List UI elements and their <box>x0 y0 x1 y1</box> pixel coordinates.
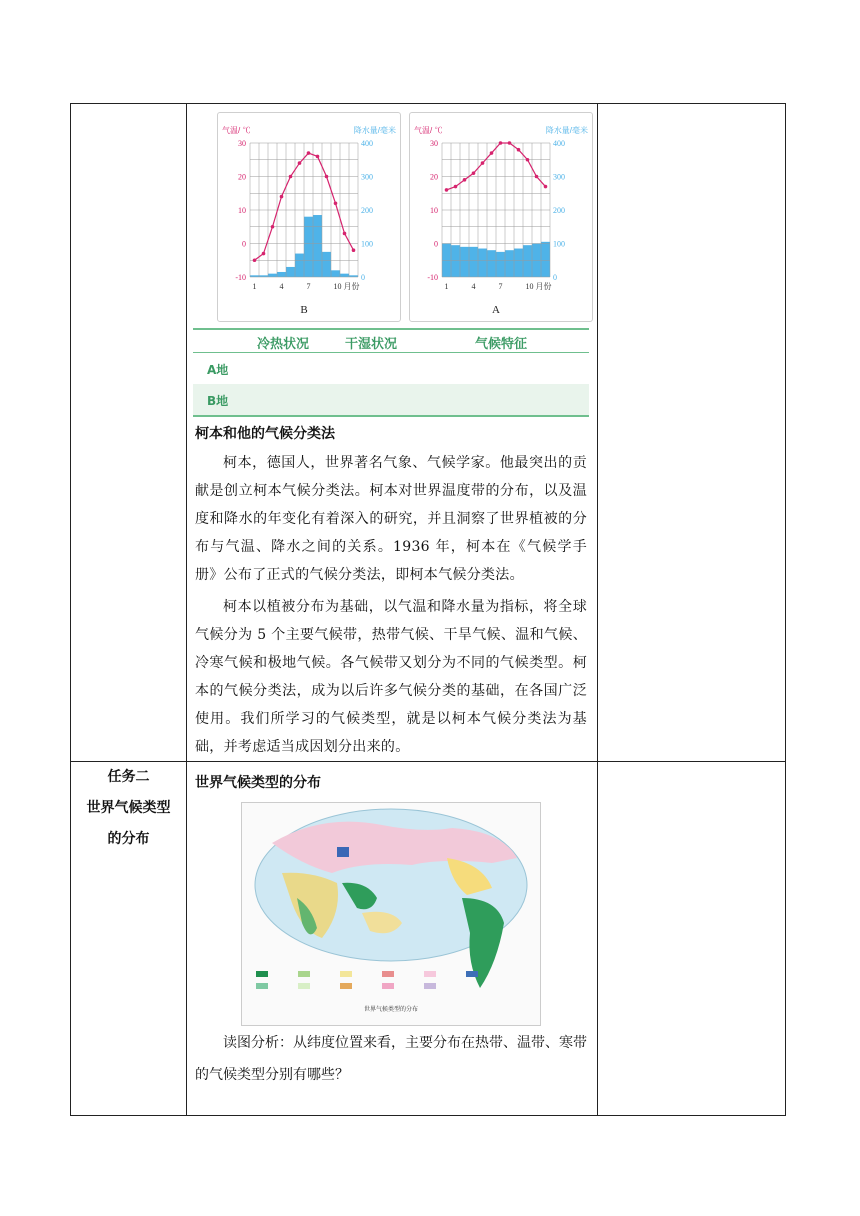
chart-a-precip-tick: 300 <box>553 172 565 182</box>
map-section-title: 世界气候类型的分布 <box>195 775 321 791</box>
koppen-title: 柯本和他的气候分类法 <box>195 426 335 442</box>
chart-a-precip-bar <box>505 250 514 277</box>
chart-b-svg <box>218 113 400 321</box>
chart-a-precip-bar <box>514 249 523 277</box>
chart-b-temp-point <box>289 175 293 179</box>
chart-b-temp-point <box>280 195 284 199</box>
chart-b-precip-bar <box>250 275 259 277</box>
chart-a-label: A <box>492 304 500 316</box>
chart-a-precip-bar <box>478 249 487 277</box>
map-question: 读图分析：从纬度位置来看，主要分布在热带、温带、寒带的气候类型分别有哪些？ <box>195 1035 587 1083</box>
chart-b-precip-tick: 200 <box>361 206 373 215</box>
koppen-paragraph-2: 柯本以植被分布为基础，以气温和降水量为指标，将全球气候分为 5 个主要气候带，热带气候、干旱气候、温和气候、冷寒气候和极地气候。各气候带又划分为不同的气候类型。柯本的气候分类法，成为以后许多气候分类的基础，在各国广泛使用。我们所学习的气候类型，就是以柯本气候分类法为基础，并考虑适当成因划分出来的。 <box>195 599 587 755</box>
chart-a-precip-bar <box>451 245 460 277</box>
chart-b-temp-tick: 20 <box>238 172 246 182</box>
row1-notes-cell <box>598 104 786 762</box>
chart-b-label: B <box>300 304 308 316</box>
chart-a-temp-point <box>445 188 449 192</box>
chart-a-svg <box>410 113 592 321</box>
analysis-table-header <box>193 328 589 353</box>
chart-a-temp-point <box>517 148 521 152</box>
chart-b <box>217 112 401 322</box>
chart-a-precip-bar <box>496 252 505 277</box>
task2-label <box>71 762 187 1116</box>
chart-b-temp-tick: 10 <box>238 206 246 215</box>
chart-b-month-tick: 10 月份 <box>333 282 360 291</box>
chart-b-temp-tick: -10 <box>235 273 246 282</box>
header-humidity: 干湿状况 <box>345 337 398 352</box>
chart-a-precip-tick: 100 <box>553 239 565 249</box>
row1-label-cell <box>71 104 187 762</box>
chart-b-precip-bar <box>295 254 304 277</box>
chart-b-precip-bar <box>259 275 268 277</box>
chart-b-precip-bar <box>286 267 295 277</box>
chart-a-precip-axis-label: 降水量/毫米 <box>545 126 588 135</box>
chart-a-temp-tick: 30 <box>430 139 438 148</box>
task2-label-line3: 的分布 <box>107 831 150 847</box>
climate-charts <box>187 104 597 324</box>
chart-a-temp-point <box>454 185 458 189</box>
climate-analysis-table <box>193 328 589 417</box>
row-b-label: B地 <box>207 394 229 408</box>
analysis-row-b <box>193 384 589 417</box>
chart-a-precip-tick: 400 <box>553 139 565 148</box>
task2-label-line2: 世界气候类型 <box>86 800 171 816</box>
chart-a-temp-tick: -10 <box>427 273 438 282</box>
map-caption: 世界气候类型的分布 <box>363 1007 419 1013</box>
task2-label-line1: 任务二 <box>107 769 150 785</box>
chart-b-month-tick: 4 <box>279 282 284 291</box>
chart-a-precip-bar <box>487 250 496 277</box>
chart-a <box>409 112 593 322</box>
chart-b-month-tick: 7 <box>306 282 311 291</box>
chart-b-precip-tick: 0 <box>361 273 365 282</box>
chart-b-temp-point <box>307 151 311 155</box>
chart-a-temp-point <box>544 185 548 189</box>
chart-b-temp-point <box>271 225 275 229</box>
chart-a-temp-tick: 10 <box>430 206 438 215</box>
chart-b-temp-axis-label: 气温/ ℃ <box>222 126 251 135</box>
koppen-paragraph-1: 柯本，德国人，世界著名气象、气候学家。他最突出的贡献是创立柯本气候分类法。柯本对世界温度带的分布，以及温度和降水的年变化有着深入的研究，并且洞察了世界植被的分布与气温、降水之间的关系。1936 年，柯本在《气候学手册》公布了正式的气候分类法，即柯本气候分类法。 <box>195 455 587 583</box>
chart-b-temp-point <box>298 161 302 165</box>
chart-b-temp-point <box>262 252 266 256</box>
analysis-row-a <box>193 353 589 384</box>
row2-notes-cell <box>598 762 786 1116</box>
chart-a-temp-tick: 20 <box>430 172 438 182</box>
chart-b-precip-bar <box>277 272 286 277</box>
chart-a-temp-point <box>481 161 485 165</box>
chart-b-precip-bar <box>313 215 322 277</box>
chart-a-month-tick: 4 <box>471 282 476 291</box>
chart-a-temp-point <box>472 171 476 175</box>
chart-b-precip-bar <box>340 274 349 277</box>
chart-a-precip-tick: 200 <box>553 206 565 215</box>
chart-b-precip-bar <box>331 270 340 277</box>
chart-b-temp-tick: 30 <box>238 139 246 148</box>
chart-b-precip-bar <box>304 217 313 277</box>
chart-b-precip-tick: 100 <box>361 239 373 249</box>
row1-content-cell <box>187 104 598 762</box>
chart-b-temp-point <box>316 155 320 159</box>
chart-a-temp-point <box>526 158 530 162</box>
header-temperature: 冷热状况 <box>257 337 310 352</box>
lesson-table <box>70 103 786 1116</box>
chart-a-temp-point <box>508 141 512 145</box>
chart-b-precip-bar <box>349 275 358 277</box>
chart-b-month-tick: 1 <box>252 282 257 291</box>
chart-a-temp-point <box>463 178 467 182</box>
chart-b-temp-point <box>352 248 356 252</box>
chart-a-precip-bar <box>469 247 478 277</box>
row2-content-cell <box>187 762 598 1116</box>
chart-a-temp-tick: 0 <box>434 239 438 249</box>
chart-b-precip-bar <box>268 274 277 277</box>
world-map-image <box>242 803 540 1025</box>
chart-a-temp-point <box>499 141 503 145</box>
chart-a-precip-tick: 0 <box>553 273 557 282</box>
chart-b-temp-point <box>253 258 257 262</box>
chart-b-precip-tick: 300 <box>361 172 373 182</box>
chart-a-month-tick: 1 <box>444 282 449 291</box>
chart-b-temp-point <box>325 175 329 179</box>
chart-a-temp-point <box>535 175 539 179</box>
chart-b-temp-tick: 0 <box>242 239 246 249</box>
chart-a-temp-axis-label: 气温/ ℃ <box>414 126 443 135</box>
chart-a-temp-point <box>490 151 494 155</box>
chart-a-month-tick: 7 <box>498 282 503 291</box>
chart-a-precip-bar <box>541 242 550 277</box>
row-a-label: A地 <box>207 363 229 377</box>
chart-b-temp-point <box>334 202 338 206</box>
header-climate-feature: 气候特征 <box>475 337 528 352</box>
chart-a-precip-bar <box>460 247 469 277</box>
chart-b-temp-point <box>343 232 347 236</box>
world-climate-map <box>241 802 541 1026</box>
chart-b-precip-axis-label: 降水量/毫米 <box>353 126 396 135</box>
chart-a-precip-bar <box>523 245 532 277</box>
chart-b-precip-bar <box>322 252 331 277</box>
chart-a-month-tick: 10 月份 <box>525 282 552 291</box>
chart-b-precip-tick: 400 <box>361 139 373 148</box>
